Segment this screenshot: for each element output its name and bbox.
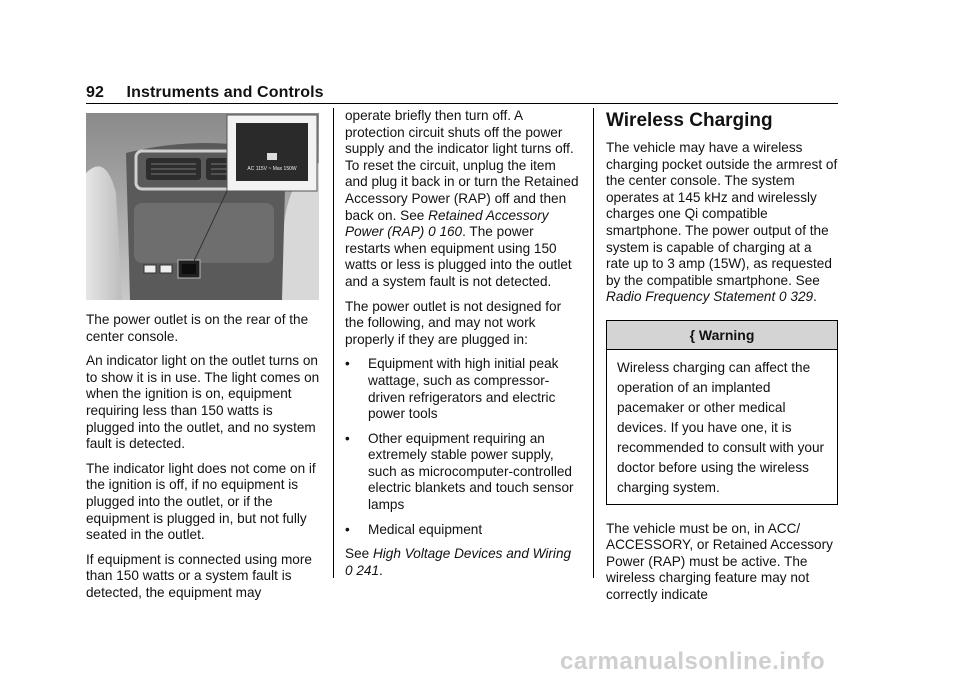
- column-divider: [593, 108, 594, 578]
- section-heading: Wireless Charging: [606, 110, 773, 131]
- paragraph-text: operate briefly then turn off. A protection circuit shuts off the power supply and the indicator light turns off. To reset the circuit, unplug the item and plug it back in or turn the Retained Accessory Power (RAP) off and then back on. See: [345, 108, 579, 223]
- page-ref-symbol: 0: [428, 224, 436, 240]
- paragraph: If equipment is connected using more than 150 watts or a system fault is detected, the equipment may: [86, 551, 312, 600]
- paragraph-text: .: [379, 562, 383, 578]
- cross-reference-link[interactable]: Radio Frequency Statement: [606, 289, 776, 305]
- paragraph: [345, 546, 581, 579]
- page-ref-number[interactable]: 160: [439, 224, 463, 240]
- outlet-label: AC 115V ~ Max 150W: [247, 166, 297, 172]
- paragraph-text: . The power restarts when equipment using 150 watts or less is plugged into the outlet and a system fault is not detected.: [345, 224, 572, 289]
- warning-header: [607, 321, 837, 350]
- page-ref-number[interactable]: 329: [790, 289, 814, 305]
- paragraph-text: The vehicle may have a wireless charging pocket outside the armrest of the center console. The system operates at 145 kHz and wirelessly charges one Qi compatible smartphone. The power output of the system is capable of charging at a rate up to 3 amp (15W), as requested by the compatible smartphone. See: [606, 140, 838, 288]
- header-rule: [86, 103, 838, 104]
- paragraph: An indicator light on the outlet turns on to show it is in use. The light comes on when the ignition is on, equipment requiring less than 150 watts is plugged into the outlet, and no system fault is detected.: [86, 353, 320, 452]
- page-header: [86, 84, 324, 102]
- page-ref-symbol: 0: [345, 562, 353, 578]
- paragraph: The vehicle must be on, in ACC/ ACCESSORY, or Retained Accessory Power (RAP) must be active. The wireless charging feature may not correctly indicate: [606, 520, 833, 602]
- paragraph: The power outlet is on the rear of the center console.: [86, 312, 309, 344]
- list-item-text: Medical equipment: [368, 521, 483, 537]
- paragraph-text: .: [813, 289, 817, 305]
- warning-body: Wireless charging can affect the operation of an implanted pacemaker or other medical devices. If you have one, it is recommended to consult with your doctor before using the wireless charging system.: [617, 359, 825, 495]
- paragraph: The indicator light does not come on if the ignition is off, if no equipment is plugged into the outlet, or if the equipment is plugged in, but not fully seated in the outlet.: [86, 460, 316, 543]
- column-divider: [333, 108, 334, 578]
- bullet-symbol: •: [345, 356, 350, 372]
- warning-title: Warning: [698, 326, 755, 343]
- cross-reference-link[interactable]: Retained Accessory Power (RAP): [345, 207, 549, 240]
- page-ref-number[interactable]: 241: [356, 562, 380, 578]
- list-item: [345, 522, 581, 539]
- warning-box: [606, 320, 838, 505]
- column-2: [345, 108, 581, 587]
- page-ref-symbol: 0: [779, 289, 787, 305]
- power-outlet-figure: [86, 113, 319, 300]
- paragraph: The power outlet is not designed for the following, and may not work properly if they are plugged in:: [345, 298, 562, 347]
- section-title: Instruments and Controls: [126, 84, 324, 101]
- bullet-symbol: •: [345, 521, 350, 537]
- bullet-symbol: •: [345, 430, 350, 446]
- watermark: carmanualsonline.info: [560, 648, 826, 675]
- paragraph: [345, 108, 581, 291]
- list-item-text: Equipment with high initial peak wattage, such as compressor-driven refrigerators and electric power tools: [368, 356, 559, 422]
- list-item-text: Other equipment requiring an extremely stable power supply, such as microcomputer-controlled electric blankets and touch sensor lamps: [368, 430, 574, 513]
- list-item: [345, 356, 581, 422]
- column-3: [606, 110, 838, 612]
- paragraph-text: See: [345, 546, 373, 562]
- column-1: [86, 312, 322, 610]
- cross-reference-link[interactable]: High Voltage Devices and Wiring: [372, 546, 572, 562]
- warning-icon: {: [689, 326, 696, 343]
- page-number: 92: [86, 84, 104, 101]
- paragraph: [606, 140, 838, 306]
- list-item: [345, 431, 581, 514]
